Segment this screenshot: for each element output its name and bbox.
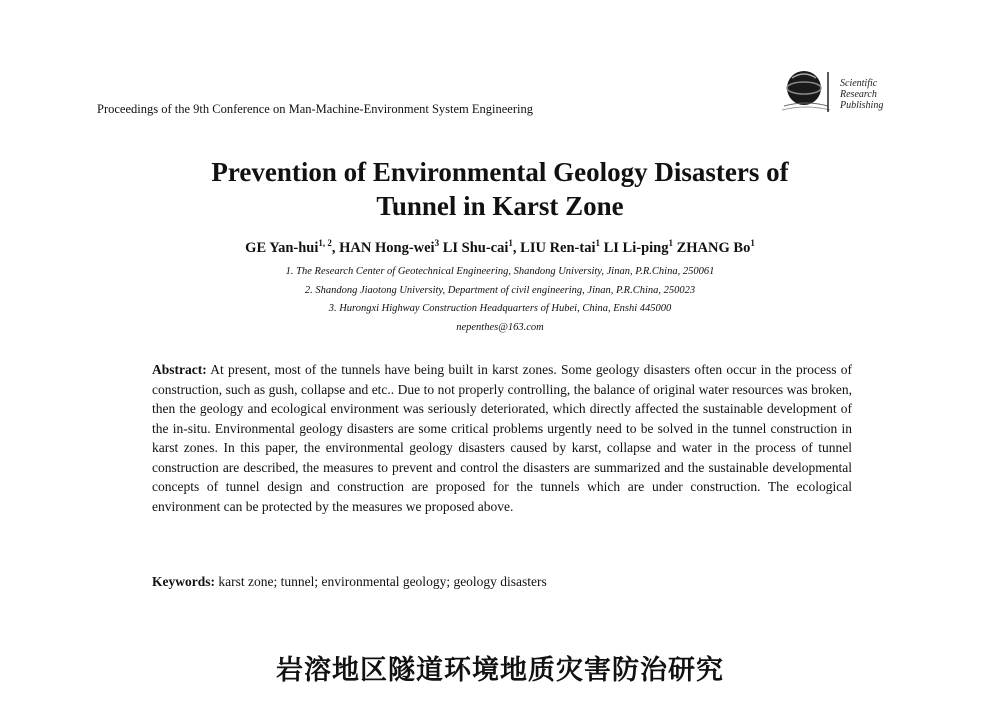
author-affil-mark: 1 — [668, 238, 673, 248]
chinese-title: 岩溶地区隧道环境地质灾害防治研究 — [276, 655, 724, 686]
publisher-line: Publishing — [840, 100, 884, 111]
affiliation-line: 3. Hurongxi Highway Construction Headquarters of Hubei, China, Enshi 445000 — [328, 303, 672, 314]
title-line: Prevention of Environmental Geology Disasters of — [211, 157, 789, 187]
keywords-label: Keywords: — [152, 574, 215, 589]
author-affil-mark: 1 — [595, 238, 600, 248]
keywords — [152, 572, 852, 591]
author-separator: , — [512, 239, 521, 256]
author-affil-mark: 3 — [434, 238, 440, 248]
abstract-text: At present, most of the tunnels have being built in karst zones. Some geology disasters often occur in the process of construction, such as gush, collapse and etc.. Due to not properly controlling, the balance of original water resources was broken, then the geology and ecological environment was seriously deteriorated, which directly affected the sustainable development of the in-situ. Environmental geology disasters are some critical problems urgently need to be solved in the tunnel construction in karst zones. In this paper, the environmental geology disasters caused by karst, collapse and water in the process of tunnel construction are described, the measures to prevent and control the disasters are summarized and the sustainable developmental concepts of tunnel design and construction are proposed for the tunnels which are under construction. The ecological environment can be protected by the measures we proposed above. — [152, 362, 852, 514]
author-name: HAN Hong-wei — [339, 239, 435, 256]
author-affil-mark: 1 — [508, 238, 513, 248]
author-separator: , — [331, 239, 340, 256]
title-line: Tunnel in Karst Zone — [376, 191, 624, 221]
globe-logo-icon — [778, 66, 834, 116]
abstract — [152, 360, 852, 516]
keywords-text: karst zone; tunnel; environmental geology; geology disasters — [215, 574, 547, 589]
author-name: LI Li-ping — [603, 239, 669, 256]
affiliation-line: 2. Shandong Jiaotong University, Department of civil engineering, Jinan, P.R.China, 250023 — [304, 284, 696, 296]
author-affil-mark: 1 — [750, 238, 755, 248]
affiliation-list — [100, 263, 900, 337]
abstract-label: Abstract: — [152, 362, 207, 377]
publisher-line: Research — [840, 89, 877, 100]
author-name: GE Yan-hui — [245, 239, 319, 256]
publisher-logo — [778, 66, 898, 118]
paper-title — [100, 155, 900, 223]
author-name: ZHANG Bo — [676, 239, 751, 256]
proceedings-header: Proceedings of the 9th Conference on Man-Machine-Environment System Engineering — [97, 102, 533, 116]
contact-email: nepenthes@163.com — [456, 321, 544, 333]
author-name: LIU Ren-tai — [520, 239, 596, 256]
author-affil-mark: 1, 2 — [318, 238, 332, 248]
publisher-name — [840, 78, 883, 111]
publisher-line: Scientific — [840, 78, 878, 89]
author-name: LI Shu-cai — [442, 239, 509, 256]
affiliation-line: 1. The Research Center of Geotechnical Engineering, Shandong University, Jinan, P.R.China, 250061 — [285, 266, 715, 277]
author-list — [100, 238, 900, 257]
